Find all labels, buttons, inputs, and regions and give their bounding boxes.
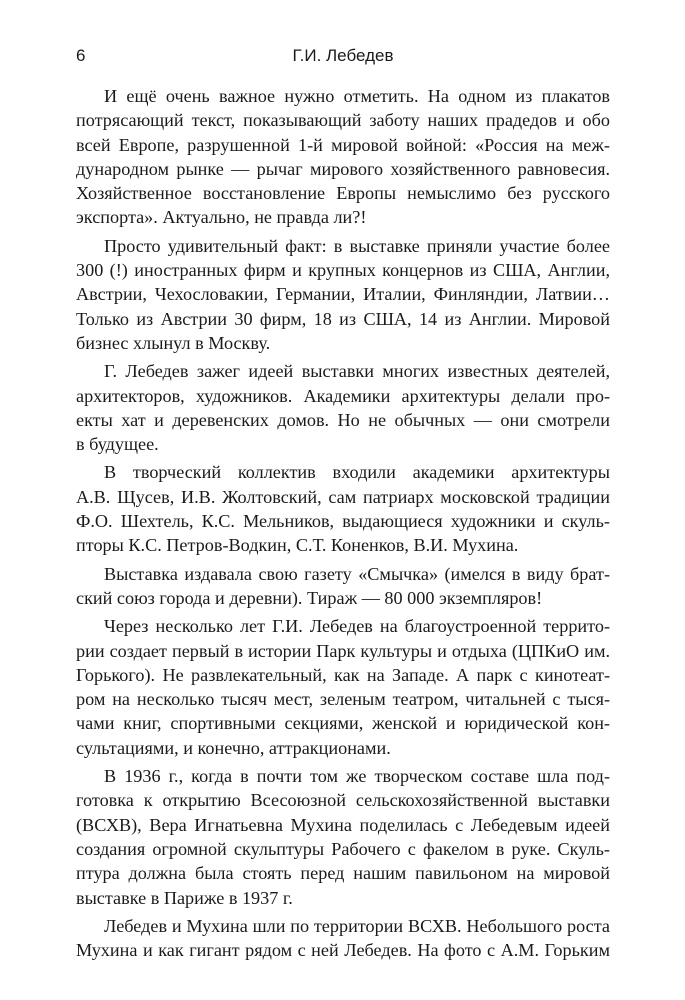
text-line: ром на несколько тысяч мест, зеленым театром, читальней с тыся- bbox=[76, 689, 610, 710]
paragraph bbox=[76, 460, 610, 557]
text-line: бизнес хлынул в Москву. bbox=[76, 332, 271, 353]
text-line: Хозяйственное восстановление Европы немыслимо без русского bbox=[76, 183, 610, 204]
text-line: В творческий коллектив входили академики архитектуры bbox=[104, 462, 610, 483]
text-line: Только из Австрии 30 фирм, 18 из США, 14 из Англии. Мировой bbox=[76, 308, 610, 329]
text-line: архитекторов, художников. Академики архитектуры делали про- bbox=[76, 385, 610, 406]
paragraph bbox=[76, 914, 610, 963]
text-line: Горького). Не развлекательный, как на Западе. А парк с кинотеат- bbox=[76, 664, 610, 685]
text-line: Просто удивительный факт: в выставке приняли участие более bbox=[104, 235, 610, 256]
text-line: создания огромной скульптуры Рабочего с факелом в руке. Скуль- bbox=[76, 838, 610, 859]
text-line: дународном рынке — рычаг мирового хозяйственного равновесия. bbox=[76, 158, 610, 179]
text-line: 300 (!) иностранных фирм и крупных концернов из США, Англии, bbox=[76, 260, 610, 281]
text-line: сультациями, и конечно, аттракционами. bbox=[76, 737, 391, 758]
text-line: в будущее. bbox=[76, 434, 159, 455]
running-title: Г.И. Лебедев bbox=[292, 46, 394, 65]
text-line: И ещё очень важное нужно отметить. На одном из плакатов bbox=[104, 86, 610, 106]
text-line: В 1936 г., когда в почти том же творческом составе шла под- bbox=[104, 766, 610, 787]
body-text bbox=[76, 84, 610, 962]
text-line: готовка к открытию Всесоюзной сельскохозяйственной выставки bbox=[76, 790, 610, 811]
text-line: рии создает первый в истории Парк культуры и отдыха (ЦПКиО им. bbox=[76, 640, 610, 661]
paragraph bbox=[76, 614, 610, 760]
text-line: Лебедев и Мухина шли по территории ВСХВ. Небольшого роста bbox=[104, 915, 610, 936]
text-line: Ф.О. Шехтель, К.С. Мельников, выдающиеся художники и скуль- bbox=[76, 511, 610, 532]
paragraph bbox=[76, 764, 610, 910]
text-line: екты хат и деревенских домов. Но не обычных — они смотрели bbox=[76, 409, 610, 430]
text-line: выставке в Париже в 1937 г. bbox=[76, 887, 293, 908]
text-line: потрясающий текст, показывающий заботу наших прадедов и обо bbox=[76, 110, 610, 131]
paragraph bbox=[76, 562, 610, 611]
text-line: Мухина и как гигант рядом с ней Лебедев. На фото с А.М. Горьким bbox=[76, 940, 610, 961]
text-line: ский союз города и деревни). Тираж — 80 000 экземпляров! bbox=[76, 587, 543, 608]
text-line: Австрии, Чехословакии, Германии, Италии, Финляндии, Латвии… bbox=[76, 284, 610, 305]
text-line: птура должна была стоять перед нашим павильоном на мировой bbox=[76, 863, 610, 884]
text-line: чами книг, спортивными секциями, женской и юридической кон- bbox=[76, 713, 610, 734]
text-line: А.В. Щусев, И.В. Жолтовский, сам патриарх московской традиции bbox=[76, 486, 610, 507]
text-line: Выставка издавала свою газету «Смычка» (имелся в виду брат- bbox=[104, 563, 610, 584]
paragraph bbox=[76, 84, 610, 230]
paragraph bbox=[76, 359, 610, 456]
page-number: 6 bbox=[76, 46, 86, 65]
text-line: Г. Лебедев зажег идеей выставки многих известных деятелей, bbox=[104, 361, 610, 382]
running-head bbox=[76, 44, 610, 68]
text-line: Через несколько лет Г.И. Лебедев на благоустроенной террито- bbox=[104, 616, 610, 637]
paragraph bbox=[76, 234, 610, 355]
text-line: экспорта». Актуально, не правда ли?! bbox=[76, 207, 367, 228]
text-line: пторы К.С. Петров-Водкин, С.Т. Коненков, В.И. Мухина. bbox=[76, 535, 519, 556]
text-line: всей Европе, разрушенной 1-й мировой войной: «Россия на меж- bbox=[76, 134, 610, 155]
text-line: (ВСХВ), Вера Игнатьевна Мухина поделилась с Лебедевым идеей bbox=[76, 814, 610, 835]
